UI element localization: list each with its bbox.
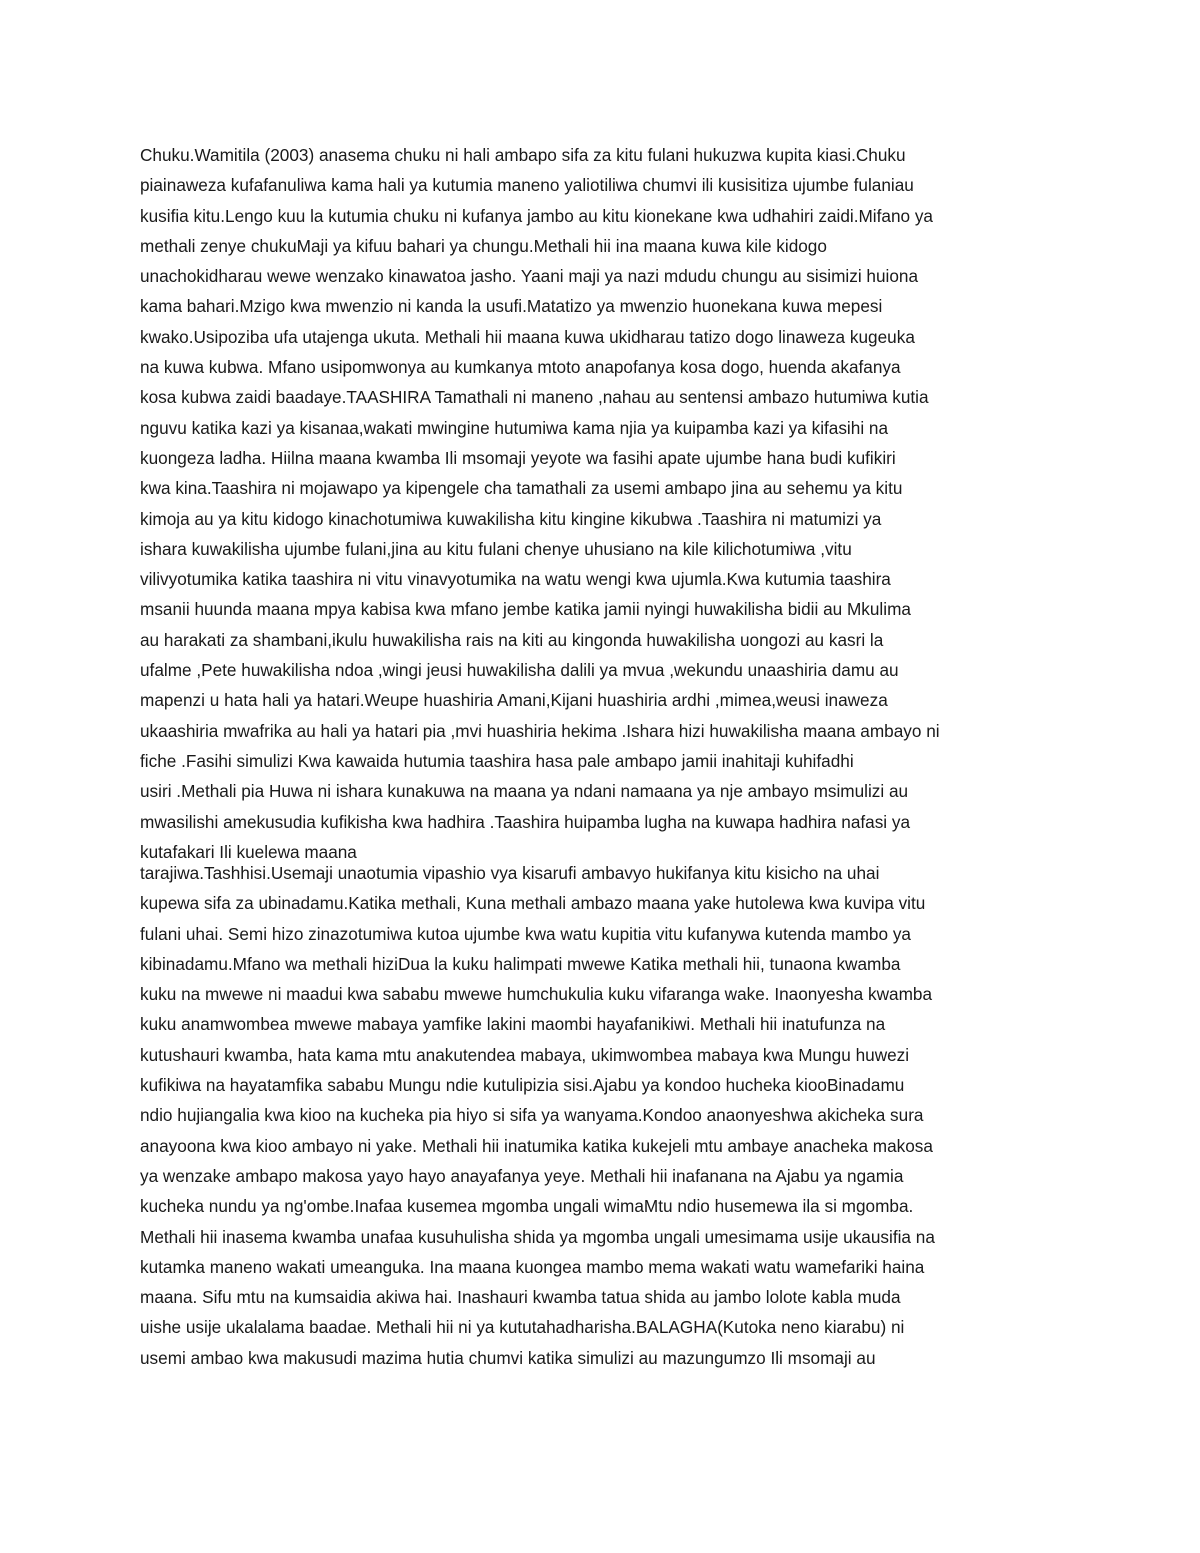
- text-line: kosa kubwa zaidi baadaye.TAASHIRA Tamathali ni maneno ,nahau au sentensi ambazo hutumiwa kutia: [140, 387, 929, 408]
- paragraph-2: [140, 858, 1060, 1373]
- text-line: fiche .Fasihi simulizi Kwa kawaida hutumia taashira hasa pale ambapo jamii inahitaji kuhifadhi: [140, 750, 854, 771]
- text-line: kutamka maneno wakati umeanguka. Ina maana kuongea mambo mema wakati watu wamefariki haina: [140, 1256, 925, 1277]
- text-line: fulani uhai. Semi hizo zinazotumiwa kutoa ujumbe kwa watu kupitia vitu kufanywa kutenda mambo ya: [140, 923, 911, 944]
- text-line: anayoona kwa kioo ambayo ni yake. Methali hii inatumika katika kukejeli mtu ambaye anacheka makosa: [140, 1135, 933, 1156]
- text-line: kimoja au ya kitu kidogo kinachotumiwa kuwakilisha kitu kingine kikubwa .Taashira ni matumizi ya: [140, 508, 882, 529]
- text-line: ufalme ,Pete huwakilisha ndoa ,wingi jeusi huwakilisha dalili ya mvua ,wekundu unaashiria damu au: [140, 660, 899, 681]
- text-line: kucheka nundu ya ng'ombe.Inafaa kusemea mgomba ungali wimaMtu ndio husemewa ila si mgomba.: [140, 1196, 914, 1217]
- text-line: nguvu katika kazi ya kisanaa,wakati mwingine hutumiwa kama njia ya kuipamba kazi ya kifasihi na: [140, 417, 889, 438]
- text-line: kufikiwa na hayatamfika sababu Mungu ndie kutulipizia sisi.Ajabu ya kondoo hucheka kiooBinadamu: [140, 1075, 905, 1096]
- text-line: uishe usije ukalalama baadae. Methali hii ni ya kututahadharisha.BALAGHA(Kutoka neno kiarabu) ni: [140, 1317, 905, 1338]
- text-line: msanii huunda maana mpya kabisa kwa mfano jembe katika jamii nyingi huwakilisha bidii au Mkulima: [140, 599, 911, 620]
- text-line: kusifia kitu.Lengo kuu la kutumia chuku ni kufanya jambo au kitu kionekane kwa udhahiri zaidi.Mifano ya: [140, 205, 933, 226]
- text-line: ndio hujiangalia kwa kioo na kucheka pia hiyo si sifa ya wanyama.Kondoo anaonyeshwa akicheka sura: [140, 1105, 924, 1126]
- text-line: vilivyotumika katika taashira ni vitu vinavyotumika na watu wengi kwa ujumla.Kwa kutumia taashira: [140, 569, 891, 590]
- text-line: ishara kuwakilisha ujumbe fulani,jina au kitu fulani chenye uhusiano na kile kilichotumiwa ,vitu: [140, 538, 852, 559]
- text-line: kibinadamu.Mfano wa methali hiziDua la kuku halimpati mwewe Katika methali hii, tunaona kwamba: [140, 953, 901, 974]
- text-line: au harakati za shambani,ikulu huwakilisha rais na kiti au kingonda huwakilisha uongozi au kasri la: [140, 629, 884, 650]
- text-line: kutafakari Ili kuelewa maana: [140, 841, 357, 862]
- text-line: piainaweza kufafanuliwa kama hali ya kutumia maneno yaliotiliwa chumvi ili kusisitiza ujumbe fulaniau: [140, 175, 914, 196]
- text-line: mwasilishi amekusudia kufikisha kwa hadhira .Taashira huipamba lugha na kuwapa hadhira nafasi ya: [140, 811, 911, 832]
- text-line: usiri .Methali pia Huwa ni ishara kunakuwa na maana ya ndani namaana ya nje ambayo msimulizi au: [140, 781, 909, 802]
- paragraph-1: [140, 140, 1060, 867]
- text-line: maana. Sifu mtu na kumsaidia akiwa hai. Inashauri kwamba tatua shida au jambo lolote kabla muda: [140, 1287, 901, 1308]
- text-line: kupewa sifa za ubinadamu.Katika methali, Kuna methali ambazo maana yake hutolewa kwa kuvipa vitu: [140, 893, 926, 914]
- text-line: Chuku.Wamitila (2003) anasema chuku ni hali ambapo sifa za kitu fulani hukuzwa kupita kiasi.Chuku: [140, 145, 906, 165]
- text-line: kuku anamwombea mwewe mabaya yamfike lakini maombi hayafanikiwi. Methali hii inatufunza na: [140, 1014, 886, 1035]
- text-line: usemi ambao kwa makusudi mazima hutia chumvi katika simulizi au mazungumzo Ili msomaji au: [140, 1347, 876, 1368]
- text-line: methali zenye chukuMaji ya kifuu bahari ya chungu.Methali hii ina maana kuwa kile kidogo: [140, 235, 827, 256]
- text-line: mapenzi u hata hali ya hatari.Weupe huashiria Amani,Kijani huashiria ardhi ,mimea,weusi inaweza: [140, 690, 888, 711]
- text-line: kuku na mwewe ni maadui kwa sababu mwewe humchukulia kuku vifaranga wake. Inaonyesha kwamba: [140, 984, 933, 1005]
- text-line: tarajiwa.Tashhisi.Usemaji unaotumia vipashio vya kisarufi ambavyo hukifanya kitu kisicho na uhai: [140, 863, 880, 883]
- text-line: kutushauri kwamba, hata kama mtu anakutendea mabaya, ukimwombea mabaya kwa Mungu huwezi: [140, 1044, 910, 1065]
- text-line: kama bahari.Mzigo kwa mwenzio ni kanda la usufi.Matatizo ya mwenzio huonekana kuwa mepesi: [140, 296, 883, 317]
- text-line: ukaashiria mwafrika au hali ya hatari pia ,mvi huashiria hekima .Ishara hizi huwakilisha maana ambayo ni: [140, 720, 940, 741]
- text-line: kwa kina.Taashira ni mojawapo ya kipengele cha tamathali za usemi ambapo jina au sehemu ya kitu: [140, 478, 903, 499]
- text-line: Methali hii inasema kwamba unafaa kusuhulisha shida ya mgomba ungali umesimama usije ukausifia na: [140, 1226, 935, 1247]
- text-line: unachokidharau wewe wenzako kinawatoa jasho. Yaani maji ya nazi mdudu chungu au sisimizi huiona: [140, 266, 919, 287]
- text-line: ya wenzake ambapo makosa yayo hayo anayafanya yeye. Methali hii inafanana na Ajabu ya ngamia: [140, 1165, 904, 1186]
- text-line: kuongeza ladha. Hiilna maana kwamba Ili msomaji yeyote wa fasihi apate ujumbe hana budi kufikiri: [140, 447, 896, 468]
- text-line: na kuwa kubwa. Mfano usipomwonya au kumkanya mtoto anapofanya kosa dogo, huenda akafanya: [140, 357, 901, 378]
- text-line: kwako.Usipoziba ufa utajenga ukuta. Methali hii maana kuwa ukidharau tatizo dogo linaweza kugeuka: [140, 326, 915, 347]
